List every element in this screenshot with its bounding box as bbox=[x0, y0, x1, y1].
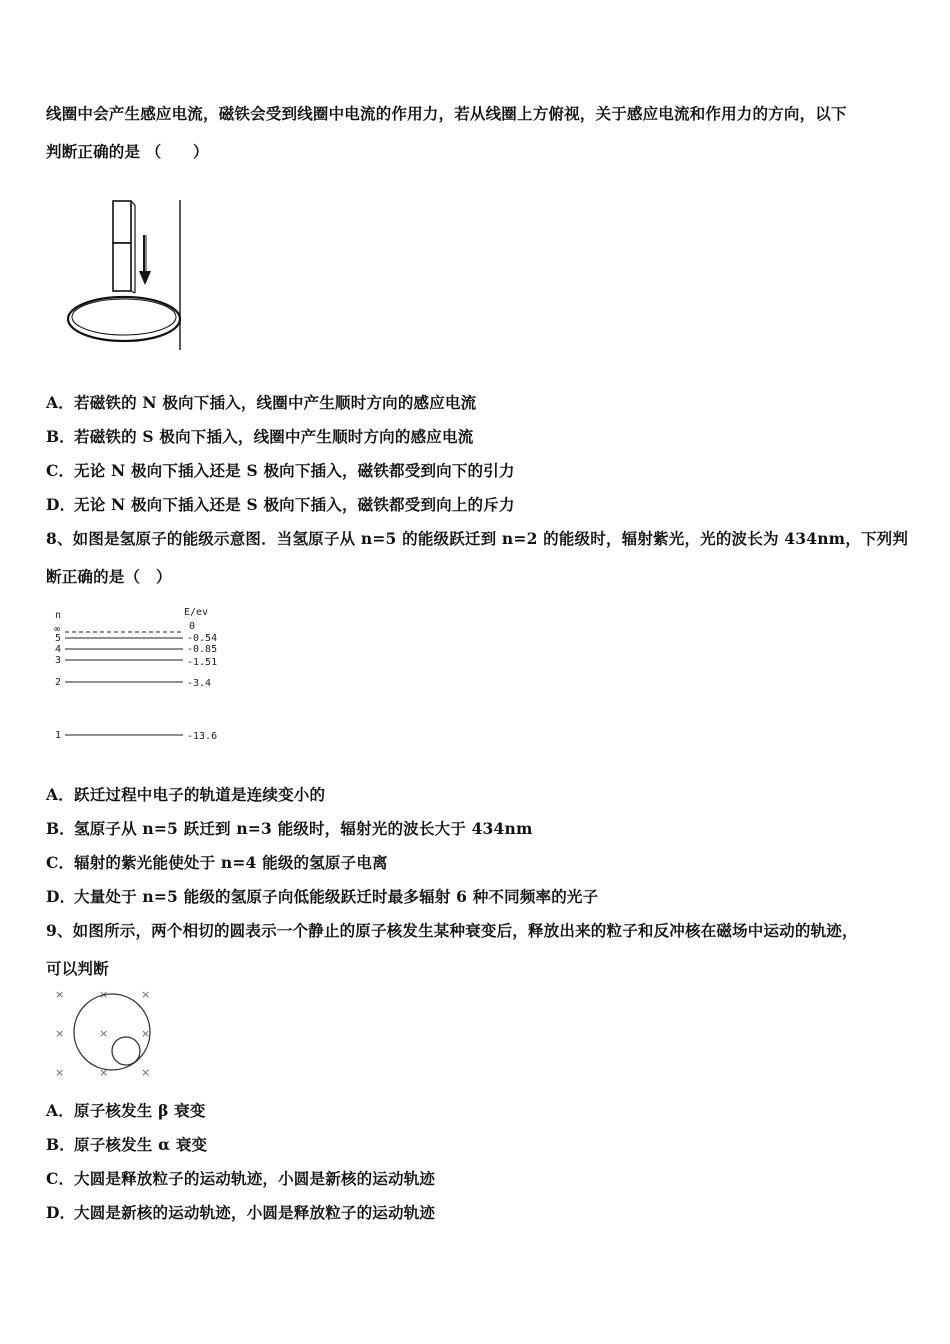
q7-option-d: D．无论 N 极向下插入还是 S 极向下插入，磁铁都受到向上的斥力 bbox=[46, 495, 515, 514]
level-n-label: 3 bbox=[55, 655, 62, 666]
magnetic-field-marks bbox=[55, 988, 150, 1079]
level-n-label: 5 bbox=[55, 633, 62, 644]
magnet-coil-figure bbox=[62, 195, 192, 355]
q7-stem-line1: 线圈中会产生感应电流，磁铁会受到线圈中电流的作用力，若从线圈上方俯视，关于感应电流和作用力的方向，以下 bbox=[46, 104, 847, 123]
small-track-circle bbox=[112, 1037, 140, 1065]
field-x-mark: × bbox=[141, 988, 151, 1001]
field-x-mark: × bbox=[99, 1066, 109, 1079]
field-x-mark: × bbox=[141, 1027, 151, 1040]
q8-option-a: A．跃迁过程中电子的轨道是连续变小的 bbox=[46, 785, 326, 804]
decay-tracks-figure bbox=[50, 985, 162, 1085]
level-n-label: ∞ bbox=[54, 624, 61, 635]
level-energy-label: -0.85 bbox=[187, 644, 218, 655]
q9-stem-line2: 可以判断 bbox=[46, 959, 109, 978]
large-track-circle bbox=[74, 994, 150, 1070]
q8-option-b: B．氢原子从 n=5 跃迁到 n=3 能级时，辐射光的波长大于 434nm bbox=[46, 819, 533, 838]
n-axis-label: n bbox=[55, 610, 62, 621]
down-arrow-icon bbox=[139, 235, 151, 285]
level-energy-label: -1.51 bbox=[187, 657, 218, 668]
q9-option-d: D．大圆是新核的运动轨迹，小圆是释放粒子的运动轨迹 bbox=[46, 1203, 436, 1222]
q8-stem-line2: 断正确的是（ ） bbox=[46, 567, 172, 586]
q7-option-c: C．无论 N 极向下插入还是 S 极向下插入，磁铁都受到向下的引力 bbox=[46, 461, 515, 480]
q8-stem-line1: 8、如图是氢原子的能级示意图．当氢原子从 n=5 的能级跃迁到 n=2 的能级时，辐射紫光，光的波长为 434nm，下列判 bbox=[46, 529, 909, 548]
q7-stem-line2: 判断正确的是 （ ） bbox=[46, 142, 209, 161]
q9-option-b: B．原子核发生 α 衰变 bbox=[46, 1135, 208, 1154]
field-x-mark: × bbox=[55, 1066, 65, 1079]
level-energy-label: -13.6 bbox=[187, 731, 218, 742]
q8-option-d: D．大量处于 n=5 能级的氢原子向低能级跃迁时最多辐射 6 种不同频率的光子 bbox=[46, 887, 599, 906]
level-energy-label: 0 bbox=[189, 621, 196, 632]
level-energy-label: -0.54 bbox=[187, 633, 218, 644]
field-x-mark: × bbox=[99, 988, 109, 1001]
q9-stem-line1: 9、如图所示，两个相切的圆表示一个静止的原子核发生某种衰变后，释放出来的粒子和反冲核在磁场中运动的轨迹， bbox=[46, 921, 858, 940]
q8-option-c: C．辐射的紫光能使处于 n=4 能级的氢原子电离 bbox=[46, 853, 388, 872]
energy-axis-label: E/ev bbox=[184, 607, 209, 618]
field-x-mark: × bbox=[55, 1027, 65, 1040]
q7-option-b: B．若磁铁的 S 极向下插入，线圈中产生顺时方向的感应电流 bbox=[46, 427, 474, 446]
level-n-label: 1 bbox=[55, 730, 62, 741]
field-x-mark: × bbox=[141, 1066, 151, 1079]
bar-magnet bbox=[113, 201, 135, 293]
level-n-label: 4 bbox=[55, 644, 62, 655]
field-x-mark: × bbox=[55, 988, 65, 1001]
q9-option-c: C．大圆是释放粒子的运动轨迹，小圆是新核的运动轨迹 bbox=[46, 1169, 436, 1188]
q7-option-a: A．若磁铁的 N 极向下插入，线圈中产生顺时方向的感应电流 bbox=[46, 393, 477, 412]
coil bbox=[68, 297, 180, 341]
level-n-label: 2 bbox=[55, 677, 62, 688]
field-x-mark: × bbox=[99, 1027, 109, 1040]
level-energy-label: -3.4 bbox=[187, 678, 212, 689]
energy-level-diagram bbox=[50, 600, 240, 750]
q9-option-a: A．原子核发生 β 衰变 bbox=[46, 1101, 206, 1120]
